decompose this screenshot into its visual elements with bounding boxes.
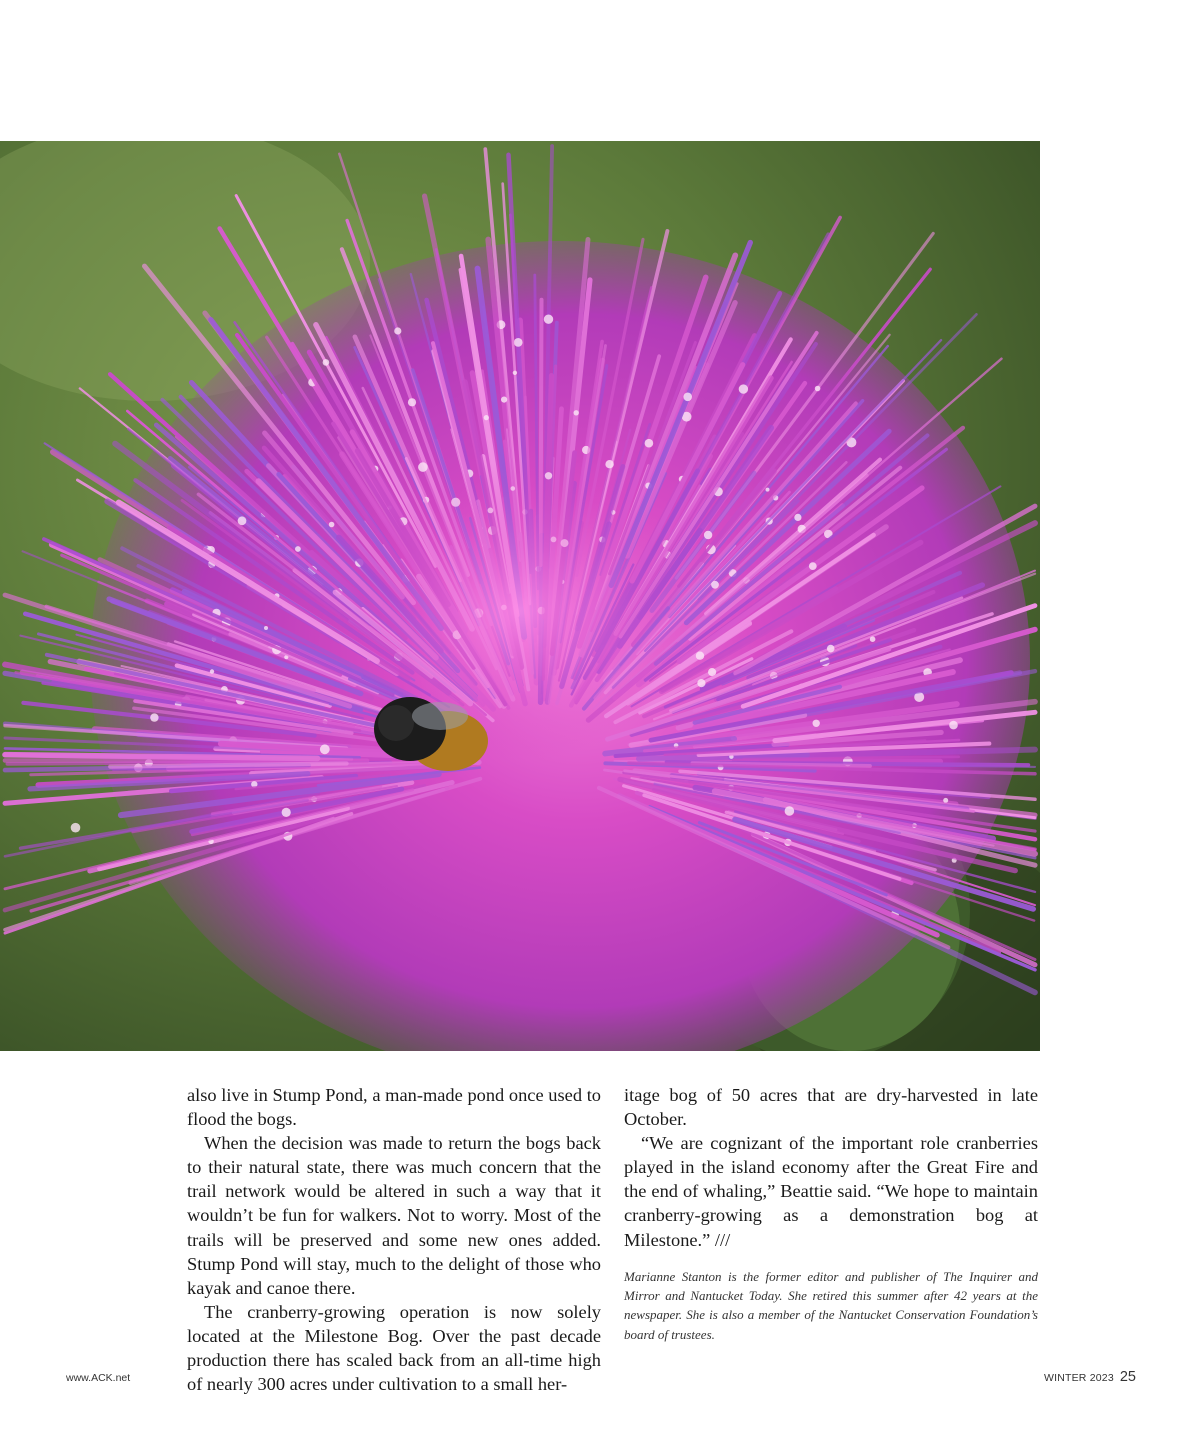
footer-issue: WINTER 2023: [1043, 1372, 1114, 1384]
paragraph: itage bog of 50 acres that are dry-harvested in late October.: [624, 1085, 1038, 1130]
paragraph: When the decision was made to return the bogs back to their natural state, there was much concern that the trail network would be altered in such a way that it wouldn’t be fun for walkers. Not to worry. Most of the trails will be preserved and some new ones added. Stump Pond will stay, much to the delight of those who kayak and canoe there.: [187, 1133, 601, 1298]
author-bio-text: Marianne Stanton is the former editor and publisher of The Inquirer and Mirror and Nantucket Today. She retired this summer after 42 years at the newspaper. She is also a member of the Nantucket Conservation Foundation’s board of trustees.: [624, 1269, 1038, 1342]
article-right-column: [624, 1083, 1038, 1252]
article-left-column: [187, 1083, 601, 1396]
thistle-photo: [0, 141, 1040, 1051]
footer-website: www.ACK.net: [66, 1372, 131, 1384]
author-bio: [624, 1267, 1038, 1344]
paragraph: The cranberry-growing operation is now solely located at the Milestone Bog. Over the past decade production there has scaled back from an all-time high of nearly 300 acres under cultivation to a small her-: [187, 1301, 601, 1395]
footer-folio: [1044, 1369, 1136, 1385]
paragraph: also live in Stump Pond, a man-made pond once used to flood the bogs.: [187, 1085, 601, 1130]
thistle-bee-photo-icon: [0, 141, 1040, 1051]
paragraph: “We are cognizant of the important role cranberries played in the island economy after the Great Fire and the end of whaling,” Beattie said. “We hope to maintain cranberry-growing as a demonstration bog at Milestone.” ///: [624, 1133, 1038, 1250]
page-number: 25: [1119, 1369, 1136, 1385]
